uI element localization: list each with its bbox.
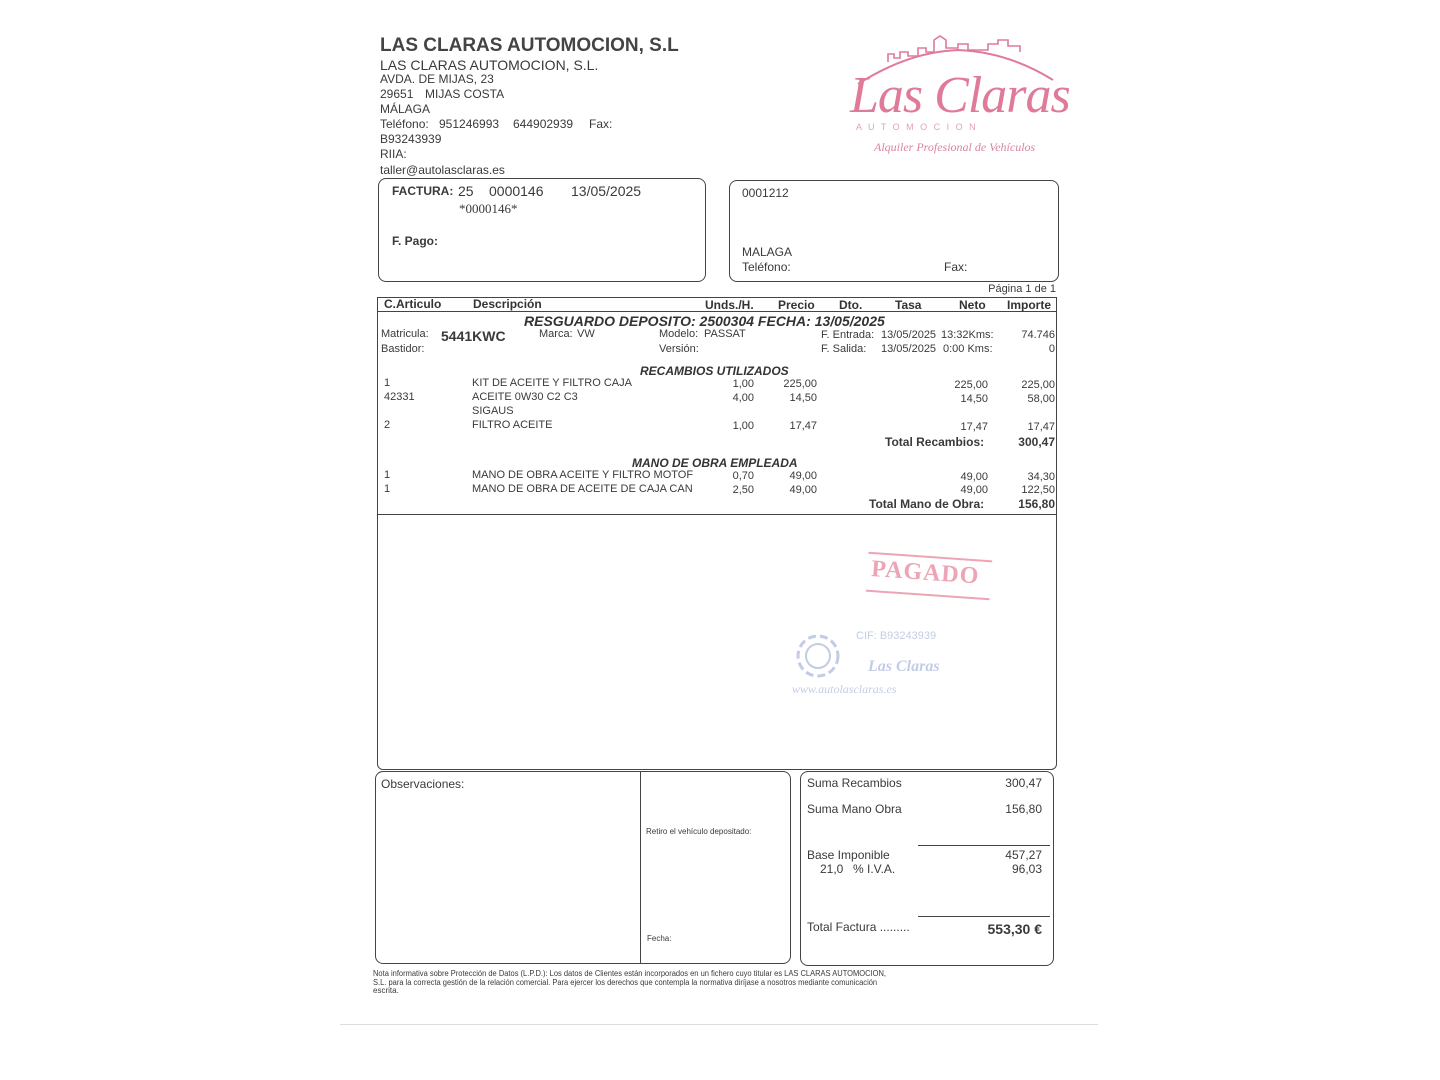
invoice-series: 25 <box>458 183 474 199</box>
exit-kms: 0 <box>1048 343 1055 355</box>
col-header-tax: Tasa <box>895 298 922 312</box>
labor-row-2-net: 49,00 <box>960 484 988 496</box>
labor-total-label: Total Mano de Obra: <box>869 497 985 511</box>
col-header-amount: Importe <box>1007 298 1052 312</box>
vat-label: % I.V.A. <box>853 862 896 876</box>
company-cif: B93243939 <box>380 132 442 146</box>
entry-time-kms-label: 13:32Kms: <box>941 329 994 341</box>
privacy-note-line-2: S.L. para la correcta gestión de la relación comercial. Para ejercer los derechos que contempla la normativa diríjase a nosotros mediante comunicación <box>373 978 878 987</box>
company-name: LAS CLARAS AUTOMOCION, S.L. <box>380 57 599 73</box>
labor-row-1-code: 1 <box>384 469 391 481</box>
exit-date: 13/05/2025 <box>881 343 937 355</box>
col-header-code: C.Articulo <box>384 297 442 311</box>
page-info: Página 1 de 1 <box>988 283 1056 295</box>
col-header-units: Unds./H. <box>705 298 754 312</box>
company-city: MIJAS COSTA <box>425 87 505 101</box>
invoice-number: 0000146 <box>489 183 544 199</box>
client-phone-label: Teléfono: <box>742 260 791 274</box>
client-city: MALAGA <box>742 245 793 259</box>
observations-label: Observaciones: <box>381 777 465 791</box>
col-header-description: Descripción <box>473 297 542 311</box>
parts-row-1-price: 225,00 <box>783 378 817 390</box>
col-header-net: Neto <box>959 298 986 312</box>
invoice-barcode-text: *0000146* <box>459 201 518 216</box>
parts-row-4-desc: FILTRO ACEITE <box>472 419 553 431</box>
total-invoice-label: Total Factura ......... <box>807 920 910 934</box>
company-province: MÁLAGA <box>380 102 431 116</box>
company-fax-label: Fax: <box>589 117 613 131</box>
page-bottom-edge <box>340 1024 1098 1025</box>
parts-row-1-units: 1,00 <box>732 378 754 390</box>
parts-row-2-net: 14,50 <box>960 393 988 405</box>
vat-rate: 21,0 <box>820 862 844 876</box>
company-phone-label: Teléfono: <box>380 117 429 131</box>
vat-value: 96,03 <box>1011 862 1042 876</box>
company-phone2: 644902939 <box>513 117 574 131</box>
sum-labor-value: 156,80 <box>1005 802 1042 816</box>
company-riia-label: RIIA: <box>380 147 407 161</box>
logo-subtitle: A U T O M O C I O N <box>856 122 978 132</box>
total-invoice-value: 553,30 € <box>987 921 1042 937</box>
parts-row-2-price: 14,50 <box>789 392 817 404</box>
company-title: LAS CLARAS AUTOMOCION, S.L <box>380 35 679 56</box>
company-seal-stamp <box>786 620 946 705</box>
pickup-label: Retiro el vehículo depositado: <box>646 827 752 836</box>
privacy-note-line-1: Nota informativa sobre Protección de Datos (L.P.D.): Los datos de Clientes están incorporados en un fichero cuyo titular es LAS CLARAS AUTOMOCION, <box>373 969 887 978</box>
company-logo <box>848 32 1070 162</box>
client-fax-label: Fax: <box>944 260 968 274</box>
observations-divider <box>640 772 641 963</box>
labor-row-1-net: 49,00 <box>960 471 988 483</box>
labor-row-1-amount: 34,30 <box>1027 471 1055 483</box>
invoice-label: FACTURA: <box>392 184 454 198</box>
exit-date-label: F. Salida: <box>821 343 867 355</box>
logo-tagline: Alquiler Profesional de Vehículos <box>874 140 1036 154</box>
parts-row-1-desc: KIT DE ACEITE Y FILTRO CAJA <box>472 377 632 389</box>
company-address: AVDA. DE MIJAS, 23 <box>380 72 494 86</box>
parts-row-4-net: 17,47 <box>960 421 988 433</box>
parts-section-title: RECAMBIOS UTILIZADOS <box>640 364 789 378</box>
labor-row-1-desc: MANO DE OBRA ACEITE Y FILTRO MOTOF <box>472 469 694 481</box>
deposit-title: RESGUARDO DEPOSITO: 2500304 FECHA: 13/05/2025 <box>524 313 885 329</box>
sum-parts-value: 300,47 <box>1005 776 1042 790</box>
base-separator <box>918 845 1050 846</box>
brand-label: Marca: <box>539 328 573 340</box>
labor-row-2-desc: MANO DE OBRA DE ACEITE DE CAJA CAN <box>472 483 693 495</box>
invoice-date: 13/05/2025 <box>571 183 642 199</box>
parts-row-4-price: 17,47 <box>789 420 817 432</box>
observations-box <box>375 771 791 964</box>
pickup-date-label: Fecha: <box>647 934 672 943</box>
seal-web-text: www.autolasclaras.es <box>792 682 897 696</box>
col-header-discount: Dto. <box>839 298 863 312</box>
entry-date-label: F. Entrada: <box>821 329 875 341</box>
base-label: Base Imponible <box>807 848 890 862</box>
company-postal-code: 29651 <box>380 87 414 101</box>
seal-cif-text: CIF: B93243939 <box>856 630 937 642</box>
labor-row-1-price: 49,00 <box>789 470 817 482</box>
parts-total: 300,47 <box>1018 435 1055 449</box>
plate-value: 5441KWC <box>441 328 506 344</box>
seal-logo-text: Las Claras <box>868 658 940 675</box>
total-separator <box>918 916 1050 917</box>
parts-row-2-code: 42331 <box>384 391 415 403</box>
labor-row-2-units: 2,50 <box>732 484 754 496</box>
model-value: PASSAT <box>704 328 746 340</box>
company-phone1: 951246993 <box>439 117 500 131</box>
parts-row-3-desc: SIGAUS <box>472 405 514 417</box>
payment-label: F. Pago: <box>392 234 439 248</box>
chassis-label: Bastidor: <box>381 343 425 355</box>
sum-parts-label: Suma Recambios <box>807 776 902 790</box>
table-body-divider <box>377 514 1057 515</box>
entry-date: 13/05/2025 <box>881 329 937 341</box>
privacy-note-line-3: escrita. <box>373 986 399 995</box>
paid-stamp-text: PAGADO <box>870 555 981 590</box>
labor-total: 156,80 <box>1018 497 1055 511</box>
plate-label: Matricula: <box>381 328 429 340</box>
logo-name: Las Claras <box>850 67 1070 124</box>
labor-row-2-price: 49,00 <box>789 484 817 496</box>
parts-row-1-amount: 225,00 <box>1021 379 1055 391</box>
parts-row-4-amount: 17,47 <box>1027 421 1055 433</box>
base-value: 457,27 <box>1005 848 1042 862</box>
col-header-price: Precio <box>778 298 815 312</box>
exit-time-kms-label: 0:00 Kms: <box>943 343 993 355</box>
parts-row-1-net: 225,00 <box>954 379 988 391</box>
labor-section-title: MANO DE OBRA EMPLEADA <box>632 456 798 470</box>
labor-row-2-code: 1 <box>384 483 391 495</box>
labor-row-2-amount: 122,50 <box>1021 484 1055 496</box>
client-code: 0001212 <box>742 186 789 200</box>
company-email: taller@autolasclaras.es <box>380 163 505 177</box>
version-label: Versión: <box>659 343 699 355</box>
parts-row-4-units: 1,00 <box>732 420 754 432</box>
labor-row-1-units: 0,70 <box>732 470 754 482</box>
parts-row-2-units: 4,00 <box>732 392 754 404</box>
parts-row-2-desc: ACEITE 0W30 C2 C3 <box>472 391 578 403</box>
sum-labor-label: Suma Mano Obra <box>807 802 902 816</box>
parts-total-label: Total Recambios: <box>885 435 985 449</box>
brand-value: VW <box>577 328 595 340</box>
parts-row-4-code: 2 <box>384 419 391 431</box>
parts-row-2-amount: 58,00 <box>1027 393 1055 405</box>
parts-row-1-code: 1 <box>384 377 391 389</box>
model-label: Modelo: <box>659 328 699 340</box>
entry-kms: 74.746 <box>1021 329 1055 341</box>
paid-stamp <box>866 552 992 601</box>
